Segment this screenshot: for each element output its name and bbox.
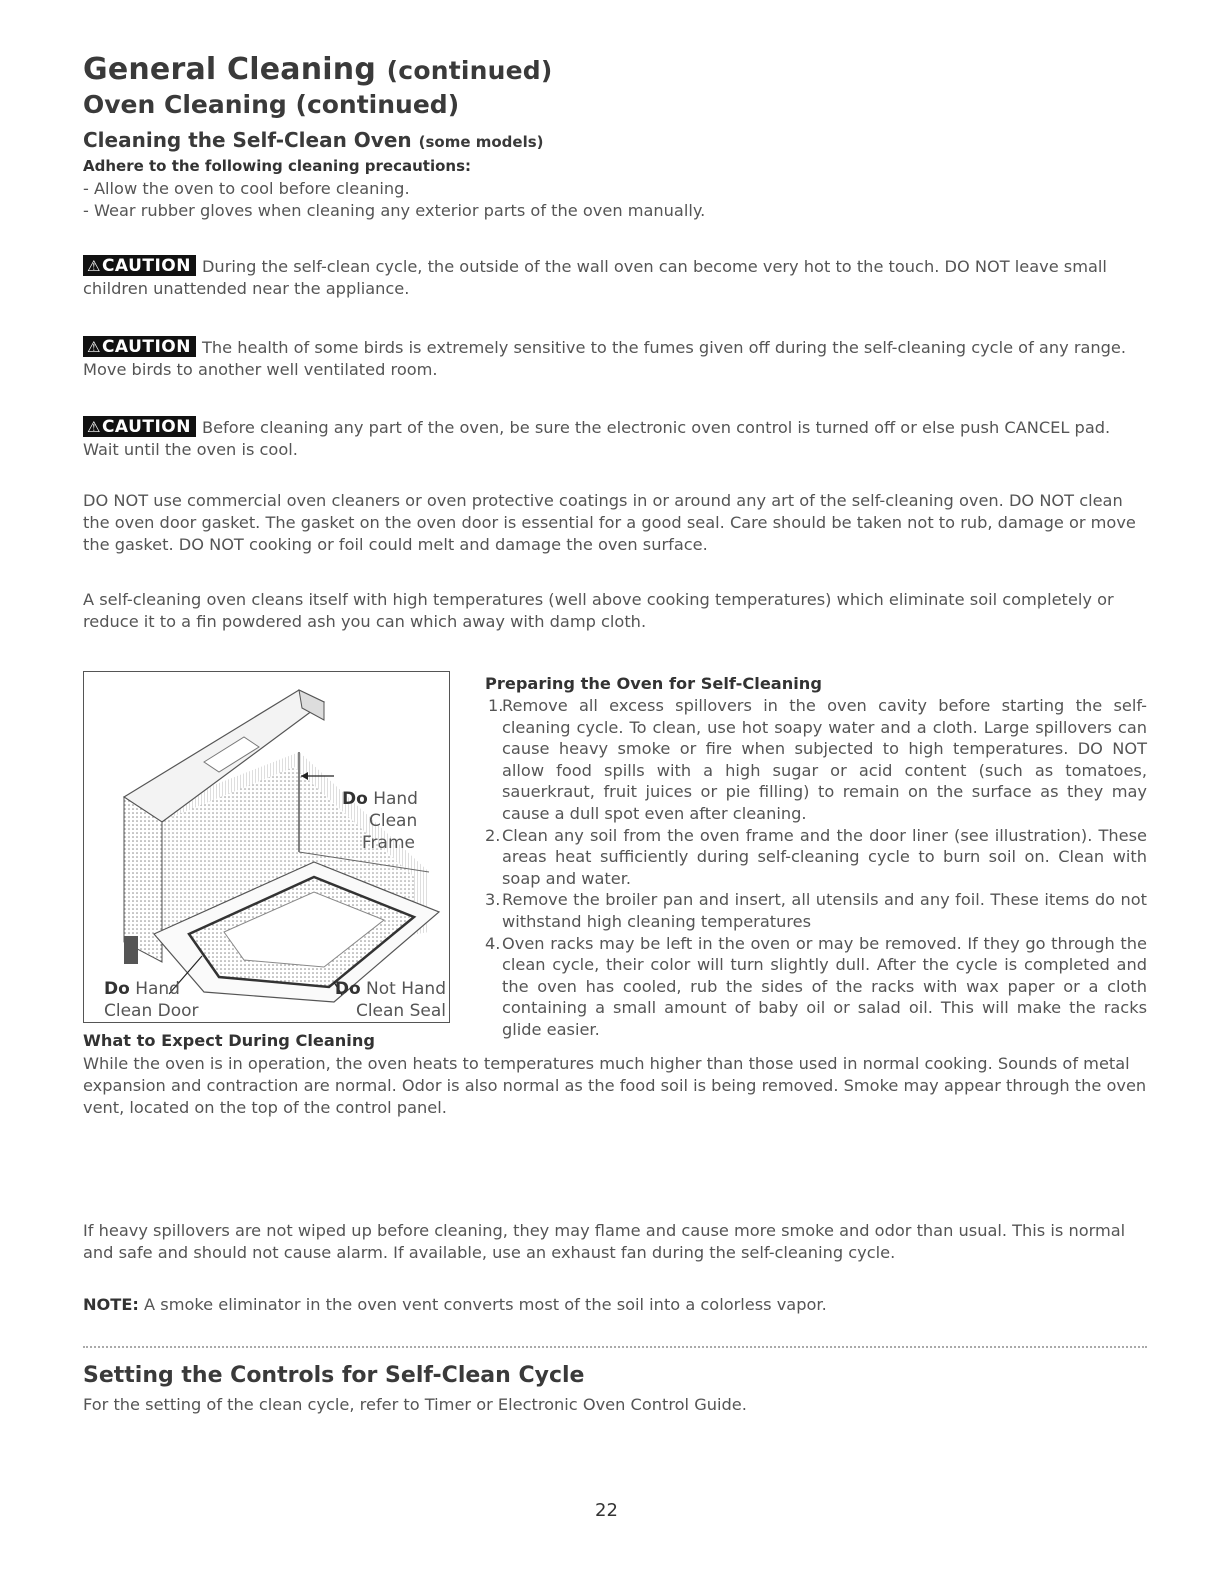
caution-badge: ⚠CAUTION	[83, 255, 196, 276]
caution-block: ⚠CAUTION The health of some birds is extremely sensitive to the fumes given off during the self-cleaning cycle of any range. Move birds to another well ventilated room.	[83, 337, 1127, 379]
label-door: Do Hand Clean Door	[104, 979, 199, 1021]
paragraph: While the oven is in operation, the oven heats to temperatures much higher than those used in normal cooking. Sounds of metal expansion and contraction are normal. Odor is also normal as the food soil is being removed. Smoke may appear through the oven vent, located on the top of the control panel.	[83, 1054, 1147, 1117]
preparing-steps	[485, 695, 1147, 1041]
section-title-note: (some models)	[418, 133, 544, 151]
section-title: Cleaning the Self-Clean Oven (some models)	[83, 128, 544, 152]
caution-badge: ⚠CAUTION	[83, 416, 196, 437]
list-item: 3. Remove the broiler pan and insert, all utensils and any foil. These items do not withstand high cleaning temperatures	[485, 890, 1147, 931]
caution-block: ⚠CAUTION During the self-clean cycle, the outside of the wall oven can become very hot to the touch. DO NOT leave small children unattended near the appliance.	[83, 256, 1107, 298]
paragraph: For the setting of the clean cycle, refer to Timer or Electronic Oven Control Guide.	[83, 1395, 747, 1414]
list-item: - Allow the oven to cool before cleaning.	[83, 179, 410, 198]
note: NOTE: A smoke eliminator in the oven vent converts most of the soil into a colorless vapor.	[83, 1295, 827, 1314]
label-seal: Do Not Hand Clean Seal	[334, 979, 446, 1021]
preparing-heading: Preparing the Oven for Self-Cleaning	[485, 674, 822, 693]
preparing-section	[485, 673, 1147, 1041]
controls-heading: Setting the Controls for Self-Clean Cycle	[83, 1363, 585, 1388]
section-divider	[83, 1346, 1147, 1348]
note-label: NOTE:	[83, 1295, 139, 1314]
list-item: - Wear rubber gloves when cleaning any exterior parts of the oven manually.	[83, 201, 706, 220]
page-title-continued: (continued)	[386, 56, 553, 85]
precautions-heading: Adhere to the following cleaning precautions:	[83, 157, 472, 175]
paragraph: A self-cleaning oven cleans itself with high temperatures (well above cooking temperatures) which eliminate soil completely or reduce it to a fin powdered ash you can which away with damp cloth.	[83, 590, 1114, 631]
precautions-list	[83, 178, 705, 222]
caution-badge: ⚠CAUTION	[83, 336, 196, 357]
page-number: 22	[595, 1500, 618, 1521]
page-title: General Cleaning (continued)	[83, 52, 553, 87]
paragraph: If heavy spillovers are not wiped up before cleaning, they may flame and cause more smoke and odor than usual. This is normal and safe and should not cause alarm. If available, use an exhaust fan during the self-cleaning cycle.	[83, 1221, 1126, 1262]
label-frame: Do Hand Clean Frame	[342, 789, 418, 853]
oven-illustration	[83, 671, 450, 1023]
caution-block: ⚠CAUTION Before cleaning any part of the oven, be sure the electronic oven control is turned off or else push CANCEL pad. Wait until the oven is cool.	[83, 417, 1111, 459]
paragraph: DO NOT use commercial oven cleaners or oven protective coatings in or around any art of the self-cleaning oven. DO NOT clean the oven door gasket. The gasket on the oven door is essential for a good seal. Care should be taken not to rub, damage or move the gasket. DO NOT cooking or foil could melt and damage the oven surface.	[83, 491, 1136, 554]
expect-heading: What to Expect During Cleaning	[83, 1031, 375, 1050]
list-item: 1. Remove all excess spillovers in the oven cavity before starting the self-cleaning cycle. To clean, use hot soapy water and a cloth. Large spillovers can cause heavy smoke or fire when subjected to high temperatures. DO NOT allow food spills with a high sugar or acid content (such as tomatoes, sauerkraut, fruit juices or pie filling) to remain on the surface as they may cause a dull spot even after cleaning.	[488, 696, 1147, 823]
list-item: 4. Oven racks may be left in the oven or may be removed. If they go through the clean cycle, their color will turn slightly dull. After the cycle is completed and the oven has cooled, rub the sides of the racks with wax paper or a cloth containing a small amount of baby oil or salad oil. This will make the racks glide easier.	[485, 933, 1147, 1039]
warning-triangle-icon: ⚠	[87, 418, 101, 436]
warning-triangle-icon: ⚠	[87, 338, 101, 356]
warning-triangle-icon: ⚠	[87, 257, 101, 275]
section-subtitle: Oven Cleaning (continued)	[83, 90, 460, 119]
list-item: 2. Clean any soil from the oven frame and the door liner (see illustration). These areas heat sufficiently during self-cleaning cycle to burn soil on. Clean with soap and water.	[485, 825, 1147, 888]
